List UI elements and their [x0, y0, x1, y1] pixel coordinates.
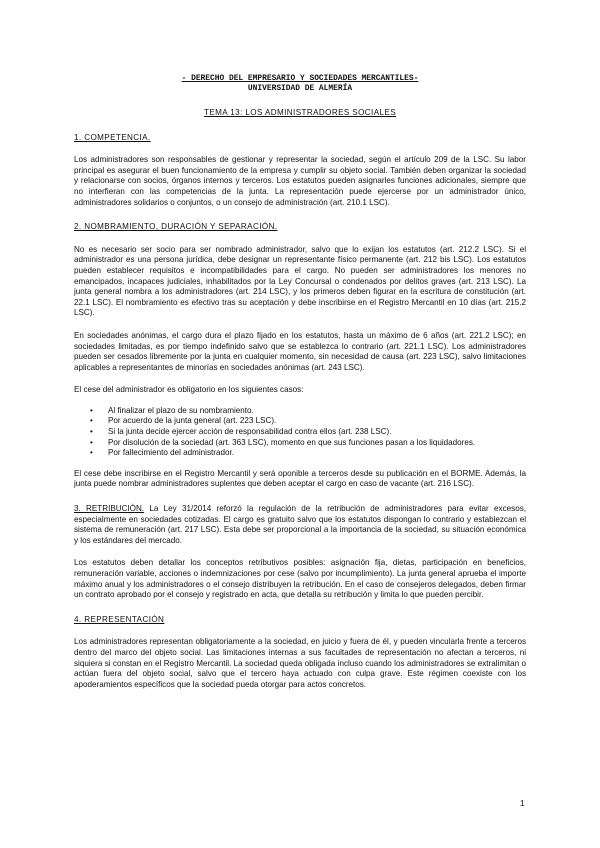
page-title: TEMA 13: LOS ADMINISTRADORES SOCIALES	[203, 108, 396, 117]
paragraph: Los estatutos deben detallar los conceptos retributivos posibles: asignación fija, dietas, participación en beneficios, remuneración variable, acciones o indemnizaciones por cese (salvo por incumplimiento). La junta general aprueba el importe máximo anual y los administradores o el consejo distribuyen la retribución. En el caso de consejeros delegados, deben firmar un contrato aprobado por el consejo y registrado en acta, que detalla su retribución y limita lo que pueden percibir.	[74, 558, 526, 600]
paragraph: Los administradores son responsables de gestionar y representar la sociedad, según el artículo 209 de la LSC. Su labor principal es asegurar el buen funcionamiento de la empresa y cumplir su objeto social. También deben organizar la sociedad y relacionarse con socios, órganos internos y terceros. Los estatutos pueden asignarles funciones adicionales, siempre que no interfieran con las competencias de la junta. La representación puede ejercerse por un administrador único, administradores solidarios o conjuntos, o un consejo de administración (art. 210.1 LSC).	[74, 155, 526, 207]
list-item: • Por fallecimiento del administrador.	[108, 448, 526, 459]
paragraph-retribucion	[74, 504, 526, 546]
section-heading-retribucion: 3. RETRIBUCIÓN.	[74, 504, 145, 514]
list-item: • Por disolución de la sociedad (art. 363 LSC), momento en que sus funciones pasan a los liquidadores.	[108, 438, 526, 449]
paragraph: El cese debe inscribirse en el Registro Mercantil y será oponible a terceros desde su publicación en el BORME. Además, la junta puede nombrar administradores suplentes que deben aceptar el cargo en caso de vacante (art. 216 LSC).	[74, 468, 526, 489]
list-item: • Si la junta decide ejercer acción de responsabilidad contra ellos (art. 238 LSC).	[108, 427, 526, 438]
section-heading-representacion: 4. REPRESENTACIÓN	[74, 614, 165, 624]
header-course: - DERECHO DEL EMPRESARIO Y SOCIEDADES MERCANTILES-	[181, 74, 419, 83]
paragraph: No es necesario ser socio para ser nombrado administrador, salvo que lo exijan los estatutos (art. 212.2 LSC). Si el administrador es una persona jurídica, debe designar un representante físico permanente (art. 212 bis LSC). Los estatutos pueden establecer requisitos e incompatibilidades para el cargo. No pueden ser administradores los menores no emancipados, incapaces judiciales, inhabilitados por la Ley Concursal o condenados por delitos graves (art. 213 LSC). La junta general nombra a los administradores (art. 214 LSC), y los primeros deben figurar en la escritura de constitución (art. 22.1 LSC). El nombramiento es efectivo tras su aceptación y debe inscribirse en el Registro Mercantil en 10 días (art. 215.2 LSC).	[74, 244, 526, 318]
cese-list	[74, 406, 526, 459]
paragraph-text: La Ley 31/2014 reforzó la regulación de la retribución de administradores para evitar excesos, especialmente en sociedades cotizadas. El cargo es gratuito salvo que los estatutos dispongan lo contrario y establezcan el sistema de remuneración (art. 217 LSC). Esta debe ser proporcional a la importancia de la sociedad, su situación económica y los estándares del mercado.	[74, 504, 526, 545]
list-lead: El cese del administrador es obligatorio en los siguientes casos:	[74, 385, 304, 395]
header-university: UNIVERSIDAD DE ALMERÍA	[247, 84, 353, 93]
list-item: • Por acuerdo de la junta general (art. 223 LSC).	[108, 416, 526, 427]
page-number: 1	[520, 798, 525, 808]
section-heading-nombramiento: 2. NOMBRAMIENTO, DURACIÓN Y SEPARACIÓN.	[74, 222, 278, 232]
paragraph: Los administradores representan obligatoriamente a la sociedad, en juicio y fuera de él, y pueden vincularla frente a terceros dentro del marco del objeto social. Las limitaciones internas a sus facultades de representación no afectan a terceros, ni siquiera si constan en el Registro Mercantil. La sociedad queda obligada incluso cuando los administradores se extralimitan o actúan fuera del objeto social, salvo que el tercero haya actuado con culpa grave. Este régimen coexiste con los apoderamientos específicos que la sociedad pueda otorgar para actos concretos.	[74, 637, 526, 689]
section-heading-competencia: 1. COMPETENCIA.	[74, 132, 151, 142]
list-item: • Al finalizar el plazo de su nombramiento.	[108, 406, 526, 417]
page-content	[74, 74, 526, 690]
paragraph: En sociedades anónimas, el cargo dura el plazo fijado en los estatutos, hasta un máximo de 6 años (art. 221.2 LSC); en sociedades limitadas, es por tiempo indefinido salvo que se establezca lo contrario (art. 221.1 LSC). Los administradores pueden ser cesados libremente por la junta en cualquier momento, sin necesidad de causa (art. 223 LSC), salvo limitaciones aplicables a representantes de minorías en sociedades anónimas (art. 243 LSC).	[74, 330, 526, 372]
